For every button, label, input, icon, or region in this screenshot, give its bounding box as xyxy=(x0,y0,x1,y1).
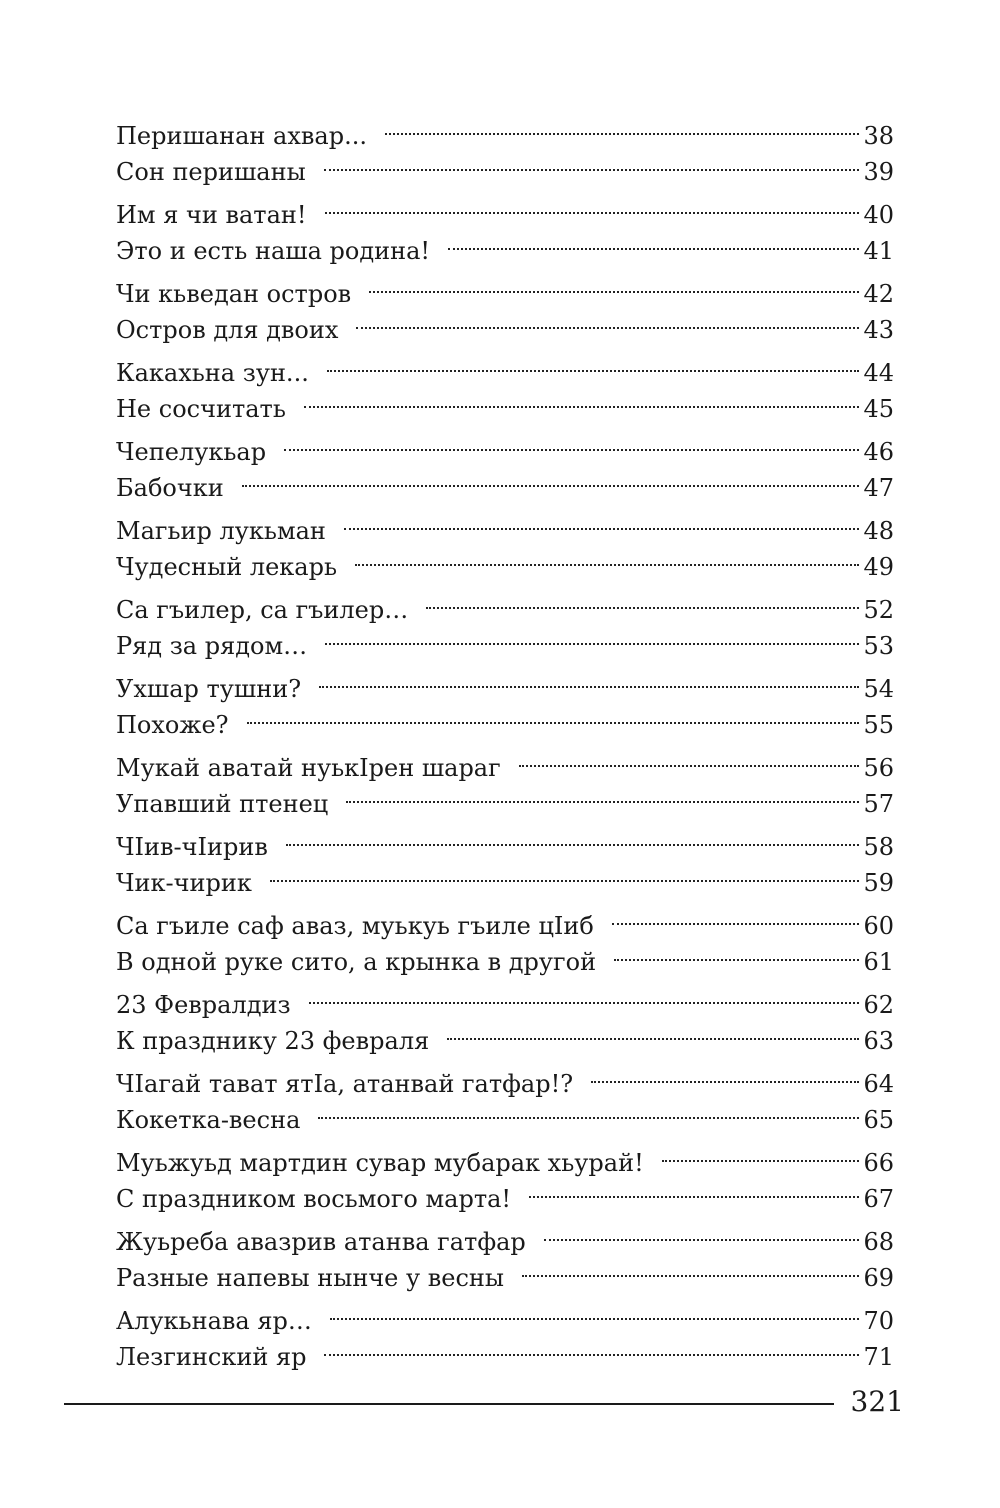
dot-leader xyxy=(591,1056,859,1092)
toc-group xyxy=(116,1135,894,1213)
toc-entry[interactable] xyxy=(116,1056,894,1098)
toc-entry-title: Жуьреба авазрив атанва гатфар xyxy=(116,1228,526,1256)
dot-leader xyxy=(448,223,859,259)
toc-group xyxy=(116,108,894,186)
toc-entry-title: В одной руке сито, а крынка в другой xyxy=(116,948,597,976)
dot-leader xyxy=(304,381,860,417)
toc-entry-title: Разные напевы нынче у весны xyxy=(116,1264,505,1292)
toc-entry-page: 38 xyxy=(863,122,894,150)
toc-entry[interactable] xyxy=(116,266,894,308)
toc-entry-title: Остров для двоих xyxy=(116,316,339,344)
toc-entry-page: 41 xyxy=(863,237,894,265)
toc-entry-page: 57 xyxy=(863,790,894,818)
dot-leader xyxy=(325,618,859,654)
toc-entry[interactable] xyxy=(116,740,894,782)
toc-entry-title: Са гъилер, са гъилер… xyxy=(116,596,409,624)
dot-leader xyxy=(529,1171,859,1207)
dot-leader xyxy=(324,1329,859,1365)
toc-entry-page: 70 xyxy=(863,1307,894,1335)
toc-entry-page: 39 xyxy=(863,158,894,186)
toc-entry-title: Какахьна зун... xyxy=(116,359,309,387)
toc-entry-page: 48 xyxy=(863,517,894,545)
toc-entry-title: 23 Февралдиз xyxy=(116,991,291,1019)
dot-leader xyxy=(327,345,860,381)
toc-entry-page: 59 xyxy=(863,869,894,897)
dot-leader xyxy=(286,819,860,855)
toc-entry-title: Ухшар тушни? xyxy=(116,675,302,703)
toc-entry-page: 46 xyxy=(863,438,894,466)
toc-entry-title: Чик-чирик xyxy=(116,869,252,897)
toc-group xyxy=(116,898,894,976)
toc-entry-page: 60 xyxy=(863,912,894,940)
toc-entry-title: Мукай аватай нуькIрен шараг xyxy=(116,754,501,782)
toc-entry-title: Бабочки xyxy=(116,474,224,502)
dot-leader xyxy=(284,424,859,460)
toc-entry-page: 66 xyxy=(863,1149,894,1177)
toc-entry[interactable] xyxy=(116,503,894,545)
dot-leader xyxy=(319,661,859,697)
toc-entry-title: Похоже? xyxy=(116,711,229,739)
footer-rule xyxy=(64,1403,834,1405)
toc-entry-page: 53 xyxy=(863,632,894,660)
toc-entry-page: 67 xyxy=(863,1185,894,1213)
dot-leader xyxy=(385,108,859,144)
toc-entry-title: Муьжуьд мартдин сувар мубарак хьурай! xyxy=(116,1149,644,1177)
toc-entry[interactable] xyxy=(116,187,894,229)
toc-entry-title: ЧIив-чIирив xyxy=(116,833,268,861)
toc-entry-page: 56 xyxy=(863,754,894,782)
toc-entry[interactable] xyxy=(116,1214,894,1256)
toc-group xyxy=(116,819,894,897)
dot-leader xyxy=(522,1250,859,1286)
toc-entry[interactable] xyxy=(116,1293,894,1335)
dot-leader xyxy=(614,934,859,970)
toc-group xyxy=(116,503,894,581)
toc-entry[interactable] xyxy=(116,108,894,150)
toc-entry-page: 71 xyxy=(863,1343,894,1371)
dot-leader xyxy=(330,1293,860,1329)
toc-entry-page: 43 xyxy=(863,316,894,344)
toc-entry-title: Не сосчитать xyxy=(116,395,286,423)
toc-entry-title: Магьир лукьман xyxy=(116,517,326,545)
page-number: 321 xyxy=(850,1385,904,1418)
toc-entry-page: 45 xyxy=(863,395,894,423)
toc-entry-page: 55 xyxy=(863,711,894,739)
toc-group xyxy=(116,740,894,818)
toc-group xyxy=(116,345,894,423)
toc-entry-page: 62 xyxy=(863,991,894,1019)
toc-entry-page: 65 xyxy=(863,1106,894,1134)
toc-entry-title: ЧIагай тават ятIа, атанвай гатфар!? xyxy=(116,1070,574,1098)
toc-entry-title: Лезгинский яр xyxy=(116,1343,307,1371)
toc-entry-page: 54 xyxy=(863,675,894,703)
toc-entry-page: 68 xyxy=(863,1228,894,1256)
toc-entry-title: С праздником восьмого марта! xyxy=(116,1185,512,1213)
dot-leader xyxy=(318,1092,859,1128)
toc-entry-title: Ряд за рядом… xyxy=(116,632,308,660)
dot-leader xyxy=(426,582,859,618)
dot-leader xyxy=(447,1013,859,1049)
dot-leader xyxy=(612,898,860,934)
table-of-contents xyxy=(116,108,894,1372)
toc-entry[interactable] xyxy=(116,661,894,703)
toc-entry-page: 47 xyxy=(863,474,894,502)
toc-entry-title: Чи кьведан остров xyxy=(116,280,352,308)
toc-entry-page: 58 xyxy=(863,833,894,861)
dot-leader xyxy=(325,187,860,223)
toc-entry-page: 40 xyxy=(863,201,894,229)
dot-leader xyxy=(662,1135,860,1171)
toc-entry-page: 69 xyxy=(863,1264,894,1292)
dot-leader xyxy=(544,1214,860,1250)
toc-group xyxy=(116,661,894,739)
toc-entry-page: 52 xyxy=(863,596,894,624)
toc-entry-page: 49 xyxy=(863,553,894,581)
toc-entry[interactable] xyxy=(116,1135,894,1177)
toc-entry-page: 44 xyxy=(863,359,894,387)
toc-entry-title: Упавший птенец xyxy=(116,790,329,818)
toc-entry-title: Алукьнава яр… xyxy=(116,1307,312,1335)
dot-leader xyxy=(324,144,860,180)
toc-group xyxy=(116,266,894,344)
dot-leader xyxy=(356,302,859,338)
toc-group xyxy=(116,1056,894,1134)
toc-entry-page: 64 xyxy=(863,1070,894,1098)
dot-leader xyxy=(369,266,859,302)
toc-entry-title: Са гъиле саф аваз, муькуь гъиле цIиб xyxy=(116,912,594,940)
dot-leader xyxy=(309,977,860,1013)
toc-entry-title: К празднику 23 февраля xyxy=(116,1027,430,1055)
toc-group xyxy=(116,977,894,1055)
toc-entry[interactable] xyxy=(116,819,894,861)
toc-entry[interactable] xyxy=(116,424,894,466)
toc-group xyxy=(116,1214,894,1292)
toc-entry[interactable] xyxy=(116,345,894,387)
dot-leader xyxy=(270,855,860,891)
toc-entry[interactable] xyxy=(116,977,894,1019)
toc-entry-title: Сон перишаны xyxy=(116,158,306,186)
toc-entry-title: Кокетка-весна xyxy=(116,1106,301,1134)
toc-entry-title: Им я чи ватан! xyxy=(116,201,307,229)
toc-entry[interactable] xyxy=(116,898,894,940)
toc-entry-page: 63 xyxy=(863,1027,894,1055)
toc-entry-page: 61 xyxy=(863,948,894,976)
toc-entry-title: Чепелукьар xyxy=(116,438,267,466)
toc-entry[interactable] xyxy=(116,582,894,624)
toc-group xyxy=(116,1293,894,1371)
dot-leader xyxy=(346,776,859,812)
dot-leader xyxy=(519,740,860,776)
toc-group xyxy=(116,424,894,502)
toc-entry-page: 42 xyxy=(863,280,894,308)
dot-leader xyxy=(247,697,860,733)
toc-entry-title: Чудесный лекарь xyxy=(116,553,338,581)
dot-leader xyxy=(355,539,859,575)
toc-entry-title: Это и есть наша родина! xyxy=(116,237,431,265)
dot-leader xyxy=(344,503,860,539)
dot-leader xyxy=(242,460,860,496)
toc-entry-title: Перишанан ахвар... xyxy=(116,122,367,150)
toc-group xyxy=(116,187,894,265)
toc-group xyxy=(116,582,894,660)
